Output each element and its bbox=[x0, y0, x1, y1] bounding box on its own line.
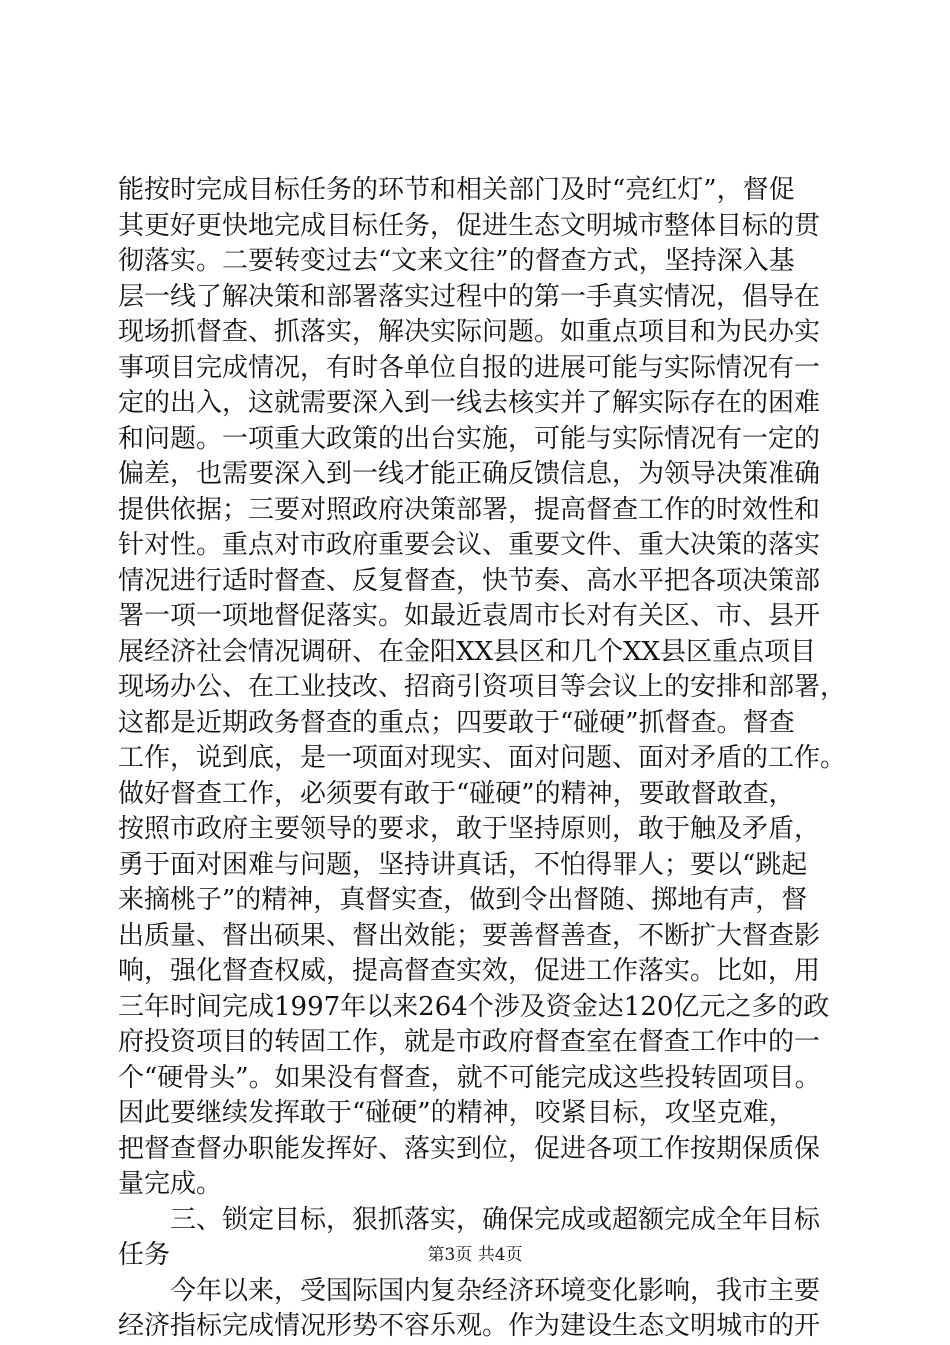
text-line: 现场抓督查、抓落实，解决实际问题。如重点项目和为民办实 bbox=[118, 317, 821, 347]
text-line: 经济指标完成情况形势不容乐观。作为建设生态文明城市的开 bbox=[118, 1311, 821, 1341]
text-line: 做好督查工作，必须要有敢于“碰硬”的精神，要敢督敢查， bbox=[118, 778, 795, 809]
text-line: 事项目完成情况，有时各单位自报的进展可能与实际情况有一 bbox=[118, 352, 821, 383]
text-line: 能按时完成目标任务的环节和相关部门及时“亮红灯”，督促 bbox=[118, 175, 795, 205]
text-line: 层一线了解决策和部署落实过程中的第一手真实情况，倡导在 bbox=[118, 281, 821, 312]
text-line: 和问题。一项重大政策的出台实施，可能与实际情况有一定的 bbox=[118, 423, 821, 454]
text-line: 情况进行适时督查、反复督查，快节奏、高水平把各项决策部 bbox=[118, 565, 821, 596]
text-line: 把督查督办职能发挥好、落实到位，促进各项工作按期保质保 bbox=[118, 1133, 821, 1164]
text-line: 其更好更快地完成目标任务，促进生态文明城市整体目标的贯 bbox=[118, 210, 821, 241]
text-line: 提供依据；三要对照政府决策部署，提高督查工作的时效性和 bbox=[118, 494, 821, 525]
text-line: 出质量、督出硕果、督出效能；要善督善查，不断扩大督查影 bbox=[118, 920, 821, 951]
text-line: 工作，说到底，是一项面对现实、面对问题、面对矛盾的工作。 bbox=[118, 743, 847, 773]
text-line: 三年时间完成1997年以来264个涉及资金达120亿元之多的政 bbox=[118, 991, 830, 1022]
text-line: 府投资项目的转固工作，就是市政府督查室在督查工作中的一 bbox=[118, 1027, 821, 1057]
text-line: 量完成。 bbox=[118, 1169, 223, 1199]
text-line: 偏差，也需要深入到一线才能正确反馈信息，为领导决策准确 bbox=[118, 459, 821, 489]
section-heading-line: 任务 bbox=[118, 1240, 171, 1270]
text-line: 现场办公、在工业技改、招商引资项目等会议上的安排和部署， bbox=[118, 672, 847, 702]
text-line: 这都是近期政务督查的重点；四要敢于“碰硬”抓督查。督查 bbox=[118, 707, 795, 738]
text-line: 展经济社会情况调研、在金阳XX县区和几个XX县区重点项目 bbox=[118, 636, 817, 667]
text-line: 彻落实。二要转变过去“文来文往”的督查方式，坚持深入基 bbox=[118, 246, 795, 276]
section-heading-line: 三、锁定目标，狠抓落实，确保完成或超额完成全年目标 bbox=[118, 1204, 821, 1235]
text-line: 按照市政府主要领导的要求，敢于坚持原则，敢于触及矛盾， bbox=[118, 814, 821, 844]
page-number-footer: 第3页 共4页 bbox=[427, 1245, 523, 1265]
text-line: 定的出入，这就需要深入到一线去核实并了解实际存在的困难 bbox=[118, 388, 821, 418]
text-line: 针对性。重点对市政府重要会议、重要文件、重大决策的落实 bbox=[118, 530, 821, 560]
body-text bbox=[118, 173, 858, 1345]
text-line: 勇于面对困难与问题，坚持讲真话，不怕得罪人；要以“跳起 bbox=[118, 849, 808, 880]
text-line: 个“硬骨头”。如果没有督查，就不可能完成这些投转固项目。 bbox=[118, 1062, 821, 1093]
text-line: 响，强化督查权威，提高督查实效，促进工作落实。比如，用 bbox=[118, 956, 821, 986]
text-line: 因此要继续发挥敢于“碰硬”的精神，咬紧目标，攻坚克难， bbox=[118, 1098, 795, 1128]
text-line: 署一项一项地督促落实。如最近袁周市长对有关区、市、县开 bbox=[118, 601, 821, 631]
text-line: 今年以来，受国际国内复杂经济环境变化影响，我市主要 bbox=[118, 1275, 821, 1306]
text-line: 来摘桃子”的精神，真督实查，做到令出督随、掷地有声，督 bbox=[118, 885, 808, 915]
